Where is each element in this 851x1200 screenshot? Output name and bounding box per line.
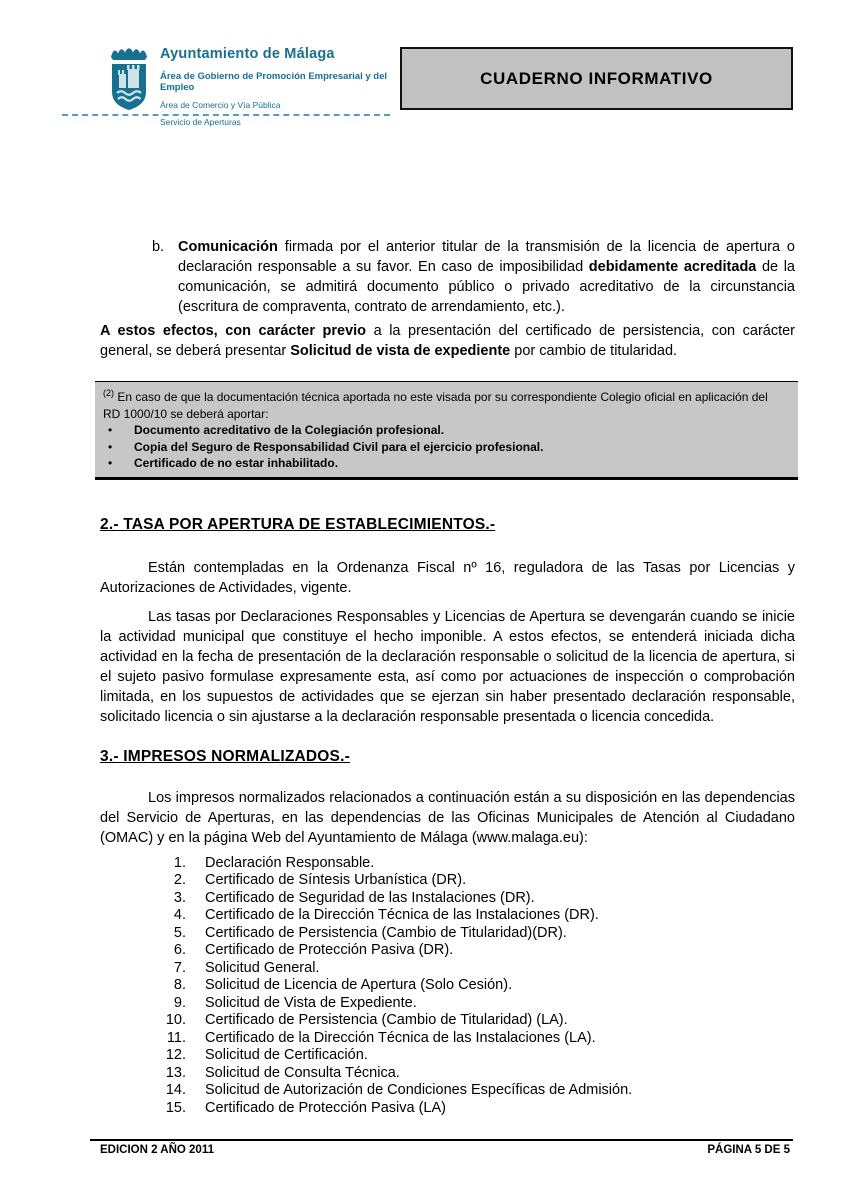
org-name: Ayuntamiento de Málaga (160, 46, 335, 62)
section-3-paragraph-1: Los impresos normalizados relacionados a continuación están a su disposición en las dependencias del Servicio de Aperturas, en las dependencias de las Oficinas Municipales de Atención al Ciudadano (OMAC) y en la página Web del Ayuntamiento de Málaga (www.malaga.eu): (100, 789, 795, 846)
org-dept3: Servicio de Aperturas (160, 117, 241, 127)
list-item: 2. Certificado de Síntesis Urbanística (DR). (173, 872, 467, 888)
section-3-title: 3.- IMPRESOS NORMALIZADOS.- (100, 747, 350, 765)
bullet-icon: • (108, 456, 113, 470)
list-item-b-text: Comunicación firmada por el anterior titular de la transmisión de la licencia de apertura o declaración responsable a su favor. En caso de imposibilidad debidamente acreditada de la comunicación, se admitirá documento público o privado acreditativo de la circunstancia (escritura de compraventa, contrato de arrendamiento, etc.). (178, 239, 795, 315)
list-item: 11. Certificado de la Dirección Técnica de las Instalaciones (LA). (166, 1029, 596, 1046)
list-item: 7. Solicitud General. (173, 959, 320, 976)
malaga-crest-logo (106, 44, 152, 121)
list-item: 14. Solicitud de Autorización de Condiciones Específicas de Admisión. (165, 1082, 633, 1098)
crest-icon (106, 44, 152, 116)
list-item: 15. Certificado de Protección Pasiva (LA) (165, 1099, 446, 1116)
bullet-icon: • (108, 423, 113, 437)
document-body (100, 237, 795, 1117)
list-item-b (152, 237, 795, 317)
org-dept1: Área de Gobierno de Promoción Empresarial y del Empleo (160, 71, 388, 93)
footer (100, 1144, 790, 1156)
footnote-item: • Documento acreditativo de la Colegiación profesional. (103, 422, 788, 439)
list-item: 10. Certificado de Persistencia (Cambio de Titularidad) (LA). (165, 1012, 568, 1028)
paragraph-efectos: A estos efectos, con carácter previo a la presentación del certificado de persistencia, con carácter general, se deberá presentar Solicitud de vista de expediente por cambio de titularidad. (100, 323, 796, 359)
list-item: 9. Solicitud de Vista de Expediente. (173, 994, 417, 1011)
footer-divider (90, 1139, 793, 1141)
header-divider (62, 114, 390, 116)
section-2-paragraph-2: Las tasas por Declaraciones Responsables y Licencias de Apertura se devengarán cuando se inicie la actividad municipal que constituye el hecho imponible. A estos efectos, se entenderá iniciada dicha actividad en la fecha de presentación de la declaración responsable o solicitud de la licencia de apertura, si el sujeto pasivo formulase expresamente esta, así como por actuaciones de inspección o comprobación limitada, en los supuestos de actividades que se ejerzan sin haber presentado declaración responsable, solicitado licencia o sin ajustarse a la declaración responsable presentada o licencia concedida. (100, 608, 795, 725)
impresos-list (100, 855, 795, 1118)
document-title-banner: CUADERNO INFORMATIVO (400, 47, 793, 110)
footnote-item: • Copia del Seguro de Responsabilidad Civil para el ejercicio profesional. (103, 439, 788, 456)
footnote-item: • Certificado de no estar inhabilitado. (103, 455, 788, 472)
section-2-paragraph-1: Están contempladas en la Ordenanza Fiscal nº 16, reguladora de las Tasas por Licencias y Autorizaciones de Actividades, vigente. (100, 559, 795, 596)
list-item: 3. Certificado de Seguridad de las Instalaciones (DR). (173, 889, 535, 906)
list-item: 5. Certificado de Persistencia (Cambio de Titularidad)(DR). (173, 924, 567, 941)
list-item: 4. Certificado de la Dirección Técnica de las Instalaciones (DR). (173, 907, 599, 923)
footer-edition: EDICION 2 AÑO 2011 (100, 1144, 214, 1156)
org-dept2: Área de Comercio y Vía Pública (160, 100, 281, 110)
list-item: 8. Solicitud de Licencia de Apertura (Solo Cesión). (173, 977, 513, 993)
footnote-box (95, 381, 798, 480)
bullet-icon: • (108, 439, 113, 454)
list-item: 1. Declaración Responsable. (173, 854, 375, 871)
footer-page-number: PÁGINA 5 DE 5 (707, 1144, 790, 1156)
section-2-title: 2.- TASA POR APERTURA DE ESTABLECIMIENTOS.- (100, 515, 496, 533)
footnote-marker: (2) (103, 388, 114, 398)
footnote-intro: $^{(2)}$ En caso de que la documentación técnica aportada no este visada por su correspondiente Colegio oficial en aplicación del RD 1000/10 se deberá aportar: (103, 388, 768, 421)
list-item: 12. Solicitud de Certificación. (165, 1047, 368, 1063)
list-item: 13. Solicitud de Consulta Técnica. (165, 1064, 400, 1081)
list-item: 6. Certificado de Protección Pasiva (DR). (173, 942, 454, 958)
list-item-b-marker: b. (152, 239, 165, 255)
